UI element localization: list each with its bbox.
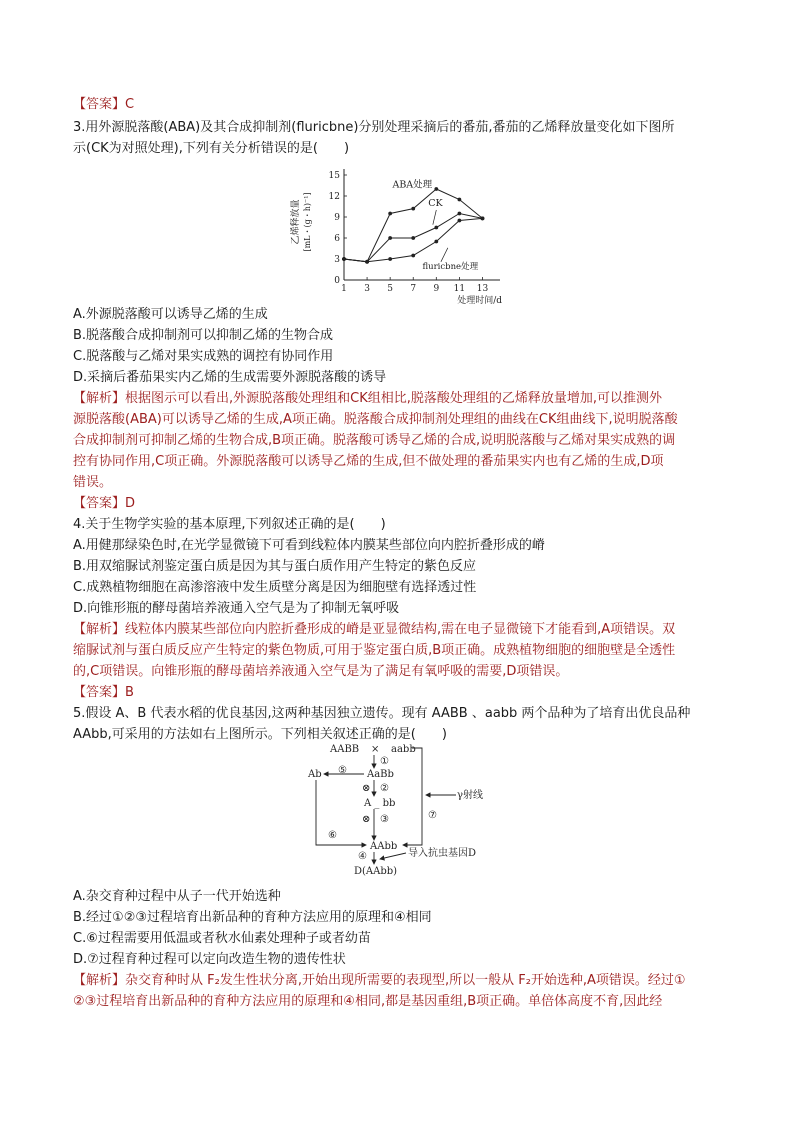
q3-answer: 【答案】D xyxy=(73,496,136,511)
q4-option-a: A.用健那绿染色时,在光学显微镜下可看到线粒体内膜某些部位向内腔折叠形成的嵴 xyxy=(73,538,545,553)
gamma-ray-label: γ射线 xyxy=(457,790,483,801)
y-axis-label-1: 乙烯释放量 xyxy=(291,199,301,245)
genotype-a-bb: A _ bb xyxy=(364,798,396,809)
haploid-ab: Ab xyxy=(308,769,322,780)
series-leader-2 xyxy=(433,210,436,225)
q4-analysis-line-1: 【解析】线粒体内膜某些部位向内腔折叠形成的嵴是亚显微结构,需在电子显微镜下才能看到,A项错误。双 xyxy=(73,622,676,637)
arrow-step-6 xyxy=(316,780,366,845)
x-tick-label: 9 xyxy=(433,284,440,294)
x-tick-label: 3 xyxy=(364,284,370,294)
x-tick-label: 5 xyxy=(387,284,394,294)
x-tick-label: 13 xyxy=(476,284,489,294)
q3-option-c: C.脱落酸与乙烯对果实成熟的调控有协同作用 xyxy=(73,349,334,364)
y-axis-label-2: [mL・(g・h)⁻¹] xyxy=(303,192,312,252)
series-line-1 xyxy=(344,189,482,262)
series-3-point xyxy=(434,240,438,244)
series-1-point xyxy=(411,207,415,211)
series-3-point xyxy=(342,257,346,261)
selfing-symbol-1: ⊗ xyxy=(362,783,371,794)
q4-analysis-line-2: 缩脲试剂与蛋白质反应产生特定的紫色物质,可用于鉴定蛋白质,B项正确。成熟植物细胞的细胞壁是全透性 xyxy=(73,643,676,658)
q4-stem: 4.关于生物学实验的基本原理,下列叙述正确的是( ) xyxy=(73,517,386,532)
y-tick-label: 6 xyxy=(334,234,340,244)
cross-symbol: × xyxy=(371,744,380,755)
y-tick-label: 15 xyxy=(328,171,340,181)
q3-option-d: D.采摘后番茄果实内乙烯的生成需要外源脱落酸的诱导 xyxy=(73,370,387,385)
q3-analysis-line-2: 源脱落酸(ABA)可以诱导乙烯的生成,A项正确。脱落酸合成抑制剂处理组的曲线在CK组曲线下,说明脱落酸 xyxy=(73,412,678,427)
series-label-2: CK xyxy=(428,197,443,209)
gene-insert-label: 导入抗虫基因D xyxy=(408,848,477,859)
q3-analysis-line-3: 合成抑制剂可抑制乙烯的生物合成,B项正确。脱落酸可诱导乙烯的合成,说明脱落酸与乙烯对果实成熟的调 xyxy=(73,433,676,448)
series-2-point xyxy=(388,236,392,240)
y-tick-label: 9 xyxy=(334,213,340,223)
series-1-point xyxy=(434,187,438,191)
series-label-1: ABA处理 xyxy=(392,179,433,191)
q5-option-d: D.⑦过程育种过程可以定向改造生物的遗传性状 xyxy=(73,952,346,967)
series-3-point xyxy=(388,257,392,261)
series-3-point xyxy=(365,260,369,264)
q3-analysis-line-4: 控有协同作用,C项正确。外源脱落酸可以诱导乙烯的生成,但不做处理的番茄果实内也有乙烯的生成,D项 xyxy=(73,454,664,469)
series-2-point xyxy=(457,212,461,216)
ethylene-chart xyxy=(282,162,522,306)
series-3-point xyxy=(457,219,461,223)
product-aabb: AAbb xyxy=(370,841,398,852)
y-tick-label: 12 xyxy=(328,192,340,202)
q5-stem-line-2: AAbb,可采用的方法如右上图所示。下列相关叙述正确的是( ) xyxy=(73,727,447,742)
y-tick-label: 0 xyxy=(334,276,340,286)
step-3-label: ③ xyxy=(380,814,389,825)
q5-option-a: A.杂交育种过程中从子一代开始选种 xyxy=(73,889,281,904)
step-2-label: ② xyxy=(380,783,389,794)
q5-analysis-line-1: 【解析】杂交育种时从 F₂发生性状分离,开始出现所需要的表现型,所以一般从 F₂开始选种,A项错误。经过① xyxy=(73,973,686,988)
series-leader-3 xyxy=(441,248,448,262)
q3-stem-line-2: 示(CK为对照处理),下列有关分析错误的是( ) xyxy=(73,141,350,156)
arrow-gene-insert xyxy=(380,853,406,859)
step-7-label: ⑦ xyxy=(428,810,437,821)
parent-aabb-dominant: AABB xyxy=(330,744,360,755)
x-tick-label: 11 xyxy=(453,284,466,294)
series-3-point xyxy=(411,254,415,258)
q2-answer: 【答案】C xyxy=(73,97,135,112)
parent-aabb-recessive: aabb xyxy=(391,744,416,755)
step-4-label: ④ xyxy=(358,851,367,862)
step-5-label: ⑤ xyxy=(338,765,347,776)
f1-aabb: AaBb xyxy=(367,769,394,780)
q4-answer: 【答案】B xyxy=(73,685,134,700)
q4-option-c: C.成熟植物细胞在高渗溶液中发生质壁分离是因为细胞壁有选择透过性 xyxy=(73,580,477,595)
q3-option-a: A.外源脱落酸可以诱导乙烯的生成 xyxy=(73,307,268,322)
q4-option-d: D.向锥形瓶的酵母菌培养液通入空气是为了抑制无氧呼吸 xyxy=(73,601,400,616)
series-2-point xyxy=(434,226,438,230)
x-tick-label: 1 xyxy=(341,284,347,294)
y-tick-label: 3 xyxy=(334,255,340,265)
q5-option-b: B.经过①②③过程培育出新品种的育种方法应用的原理和④相同 xyxy=(73,910,432,925)
series-3-point xyxy=(481,217,485,221)
q3-analysis-line-5: 错误。 xyxy=(73,475,113,490)
step-6-label: ⑥ xyxy=(328,830,337,841)
series-1-point xyxy=(457,198,461,202)
q3-stem-line-1: 3.用外源脱落酸(ABA)及其合成抑制剂(fluricbne)分别处理采摘后的番茄,番茄的乙烯释放量变化如下图所 xyxy=(73,120,675,135)
step-1-label: ① xyxy=(380,756,389,767)
q4-analysis-line-3: 的,C项错误。向锥形瓶的酵母菌培养液通入空气是为了满足有氧呼吸的需要,D项错误。 xyxy=(73,664,569,679)
q3-option-b: B.脱落酸合成抑制剂可以抑制乙烯的生物合成 xyxy=(73,328,334,343)
series-2-point xyxy=(411,236,415,240)
q5-analysis-line-2: ②③过程培育出新品种的育种方法应用的原理和④相同,都是基因重组,B项正确。单倍体高度不育,因此经 xyxy=(73,994,663,1009)
q3-analysis-line-1: 【解析】根据图示可以看出,外源脱落酸处理组和CK组相比,脱落酸处理组的乙烯释放量增加,可以推测外 xyxy=(73,391,662,406)
arrow-step-7 xyxy=(403,748,422,845)
x-tick-label: 7 xyxy=(410,284,417,294)
series-label-3: fluricbne处理 xyxy=(422,261,479,272)
q5-stem-line-1: 5.假设 A、B 代表水稻的优良基因,这两种基因独立遗传。现有 AABB 、aabb 两个品种为了培育出优良品种 xyxy=(73,706,691,721)
series-1-point xyxy=(388,212,392,216)
selfing-symbol-2: ⊗ xyxy=(362,814,371,825)
final-d-aabb: D(AAbb) xyxy=(354,866,398,877)
q5-option-c: C.⑥过程需要用低温或者秋水仙素处理种子或者幼苗 xyxy=(73,931,371,946)
q4-option-b: B.用双缩脲试剂鉴定蛋白质是因为其与蛋白质作用产生特定的紫色反应 xyxy=(73,559,477,574)
x-axis-label: 处理时间/d xyxy=(457,296,502,306)
breeding-diagram xyxy=(300,742,500,882)
